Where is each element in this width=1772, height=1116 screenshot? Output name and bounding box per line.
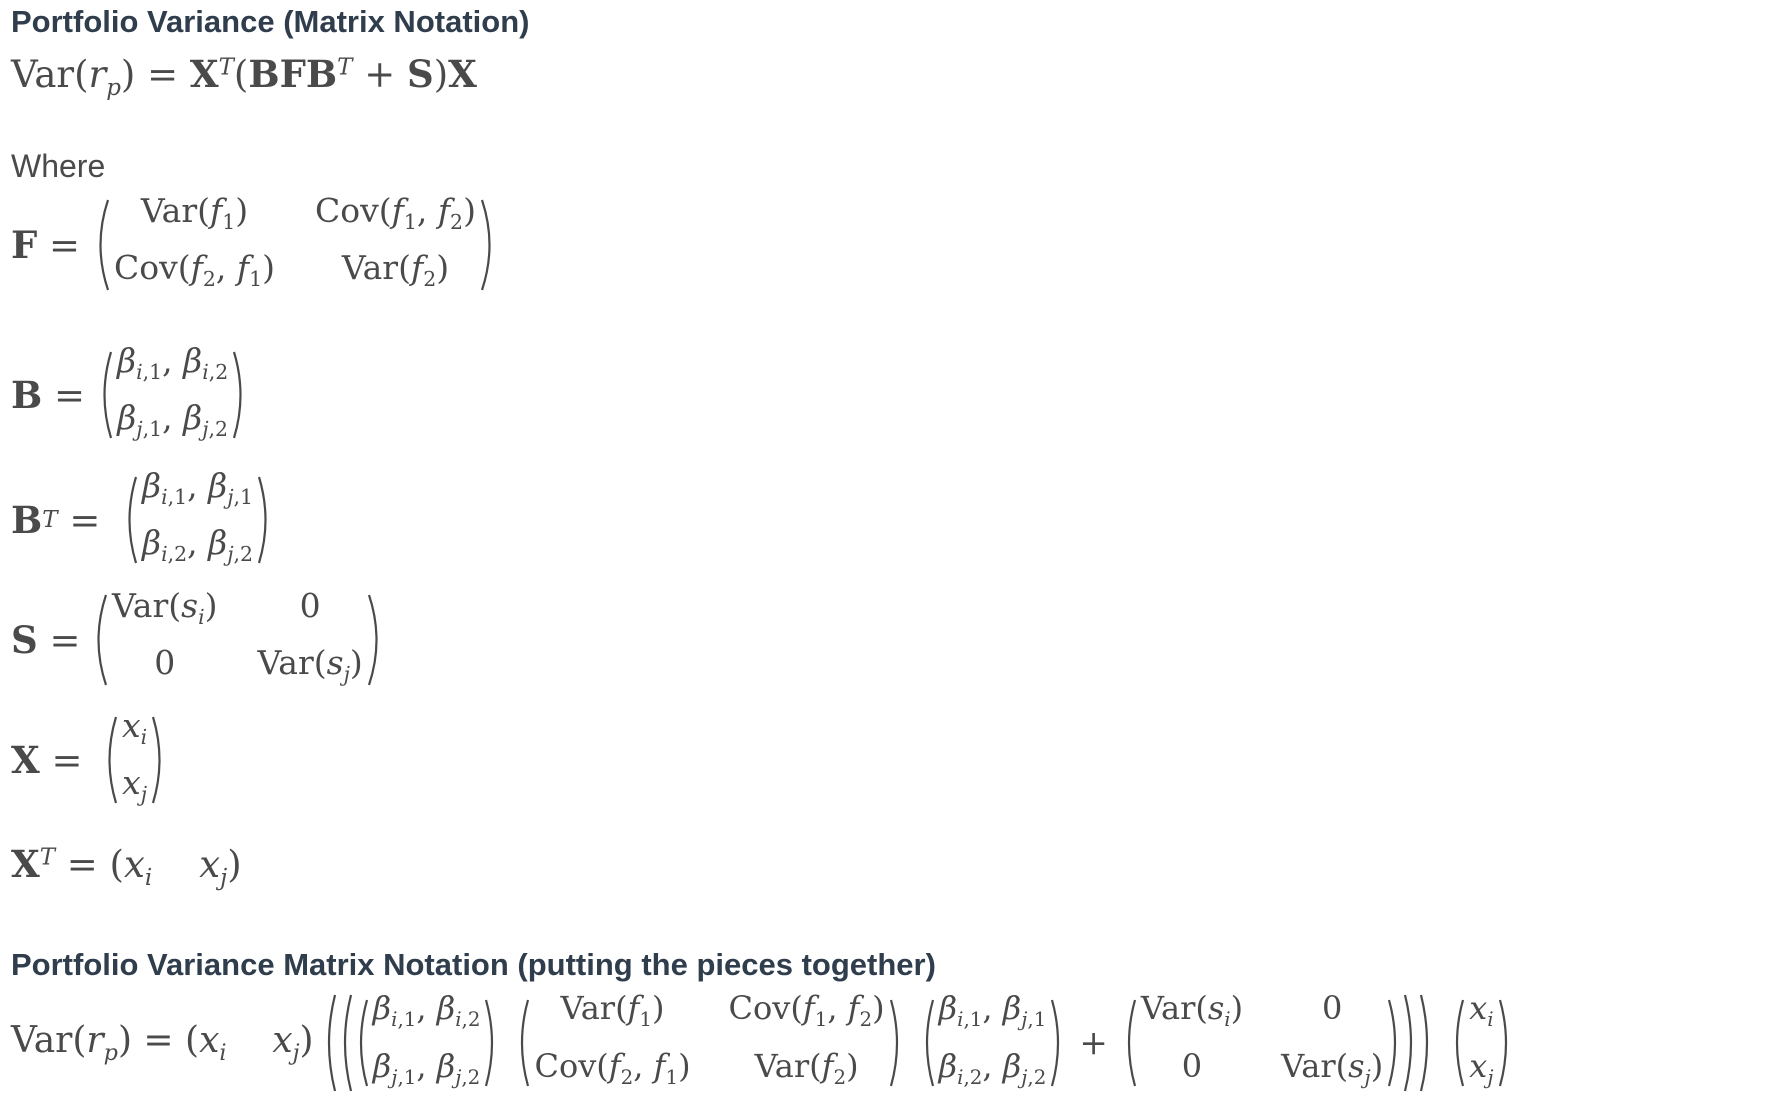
s-symbol: S =	[11, 618, 81, 662]
combined-b-matrix: $\beta_{i,1}$, $\beta_{i,2}$ $\beta_{j,1}$, $\beta_{j,2}$	[354, 993, 500, 1093]
definition-b	[11, 340, 911, 445]
left-paren-icon	[354, 997, 370, 1089]
x-matrix	[101, 705, 168, 810]
s-cell-12: 0	[299, 585, 321, 625]
combined-variance-formula	[11, 989, 1513, 1093]
s-matrix	[89, 585, 386, 690]
combined-s-matrix: $Var(s_i)$ 0 0 $Var(s_j)$	[1122, 993, 1402, 1093]
left-paren-icon	[338, 993, 354, 1093]
left-paren-icon	[96, 349, 114, 441]
right-paren-icon	[1402, 993, 1418, 1093]
f-cell-21: $Cov(f_2$, $f_1$)	[114, 248, 275, 292]
right-paren-icon	[888, 997, 904, 1089]
right-paren-icon	[483, 997, 499, 1089]
left-paren-icon	[920, 997, 936, 1089]
section-heading-putting-together: Portfolio Variance Matrix Notation (putting the pieces together)	[11, 947, 936, 982]
left-paren-icon	[1122, 997, 1138, 1089]
var-function: Var	[11, 53, 75, 96]
f-matrix	[91, 190, 499, 295]
x-cell-1: $x_i$	[122, 705, 148, 749]
left-paren-icon	[101, 714, 119, 806]
s-cell-21: 0	[154, 643, 176, 682]
outer-left-paren-icon	[322, 993, 338, 1093]
combined-lhs: $Var(r_p) = (x_i$ $x_j$)	[11, 1020, 314, 1066]
b-row-1: $\beta_{i,1}$, $\beta_{i,2}$	[117, 340, 229, 384]
definition-x-transpose: $X^T = (x_i$ $x_j$)	[11, 842, 242, 892]
right-paren-icon	[1049, 997, 1065, 1089]
bt-matrix	[121, 465, 274, 570]
plus-sign: +	[1079, 1023, 1108, 1063]
left-paren-icon	[91, 197, 111, 293]
bt-symbol: B T =	[11, 498, 101, 542]
definition-s	[11, 585, 911, 690]
f-symbol: F =	[11, 223, 81, 267]
right-paren-icon	[1497, 997, 1513, 1089]
combined-bt-matrix: $\beta_{i,1}$, $\beta_{j,1}$ $\beta_{i,2}$, $\beta_{j,2}$	[920, 993, 1066, 1093]
b-matrix	[96, 340, 249, 445]
outer-right-paren-icon	[1418, 993, 1434, 1093]
combined-f-matrix: $Var(f_1)$ $Cov(f_1$, $f_2$) $Cov(f_2$, $f_1$) $Var(f_2)$	[515, 993, 903, 1093]
x-symbol: X =	[11, 738, 83, 782]
right-paren-icon	[1386, 997, 1402, 1089]
section-heading-matrix-notation: Portfolio Variance (Matrix Notation)	[11, 4, 530, 39]
left-paren-icon	[515, 997, 531, 1089]
b-row-2: $\beta_{j,1}$, $\beta_{j,2}$	[117, 398, 229, 442]
definition-f	[11, 190, 911, 295]
left-paren-icon	[1450, 997, 1466, 1089]
b-symbol: B =	[11, 373, 86, 417]
x-cell-2: $x_j$	[122, 763, 148, 807]
left-paren-icon	[121, 474, 139, 566]
definition-b-transpose	[11, 465, 911, 570]
right-paren-icon	[479, 197, 499, 293]
bt-row-1: $\beta_{i,1}$, $\beta_{j,1}$	[142, 465, 254, 509]
f-cell-12: $Cov(f_1$, $f_2$)	[314, 190, 476, 234]
combined-x-matrix: $x_i$ $x_j$	[1450, 993, 1512, 1093]
f-cell-22: $Var(f_2)$	[341, 248, 450, 292]
main-variance-formula: $Var(r_p) = X^T(BFB^T + S)X$	[11, 52, 477, 102]
where-label: Where	[11, 148, 106, 184]
right-paren-icon	[150, 714, 168, 806]
right-paren-icon	[366, 592, 386, 688]
left-paren-icon	[89, 592, 109, 688]
right-paren-icon	[231, 349, 249, 441]
right-paren-icon	[256, 474, 274, 566]
definition-x	[11, 705, 911, 810]
f-cell-11: $Var(f_1)$	[140, 190, 249, 234]
s-cell-22: $Var(s_j)$	[257, 643, 363, 687]
s-cell-11: $Var(s_i)$	[112, 585, 218, 629]
bt-row-2: $\beta_{i,2}$, $\beta_{j,2}$	[142, 523, 254, 567]
